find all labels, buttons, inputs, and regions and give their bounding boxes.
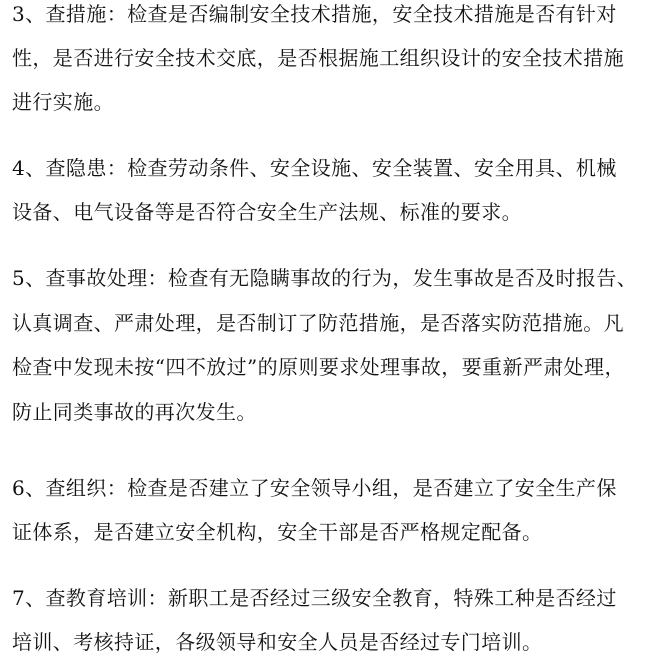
text-line: 4、查隐患：检查劳动条件、安全设施、安全装置、安全用具、机械 [12, 156, 617, 180]
text-line: 培训、考核持证，各级领导和安全人员是否经过专门培训。 [12, 630, 543, 654]
text-line: 性，是否进行安全技术交底，是否根据施工组织设计的安全技术措施 [12, 46, 624, 70]
text-line: 检查中发现未按“四不放过”的原则要求处理事故，要重新严肃处理， [12, 355, 625, 379]
text-line: 进行实施。 [12, 90, 114, 114]
text-line: 3、查措施：检查是否编制安全技术措施，安全技术措施是否有针对 [12, 2, 617, 26]
text-line: 5、查事故处理：检查有无隐瞒事故的行为，发生事故是否及时报告、 [12, 266, 638, 290]
text-line: 证体系，是否建立安全机构，安全干部是否严格规定配备。 [12, 520, 543, 544]
text-line: 认真调查、严肃处理，是否制订了防范措施，是否落实防范措施。凡 [12, 311, 624, 335]
text-line: 6、查组织：检查是否建立了安全领导小组，是否建立了安全生产保 [12, 476, 617, 500]
text-line: 7、查教育培训：新职工是否经过三级安全教育，特殊工种是否经过 [12, 586, 617, 610]
text-line: 设备、电气设备等是否符合安全生产法规、标准的要求。 [12, 200, 522, 224]
text-line: 防止同类事故的再次发生。 [12, 400, 257, 424]
